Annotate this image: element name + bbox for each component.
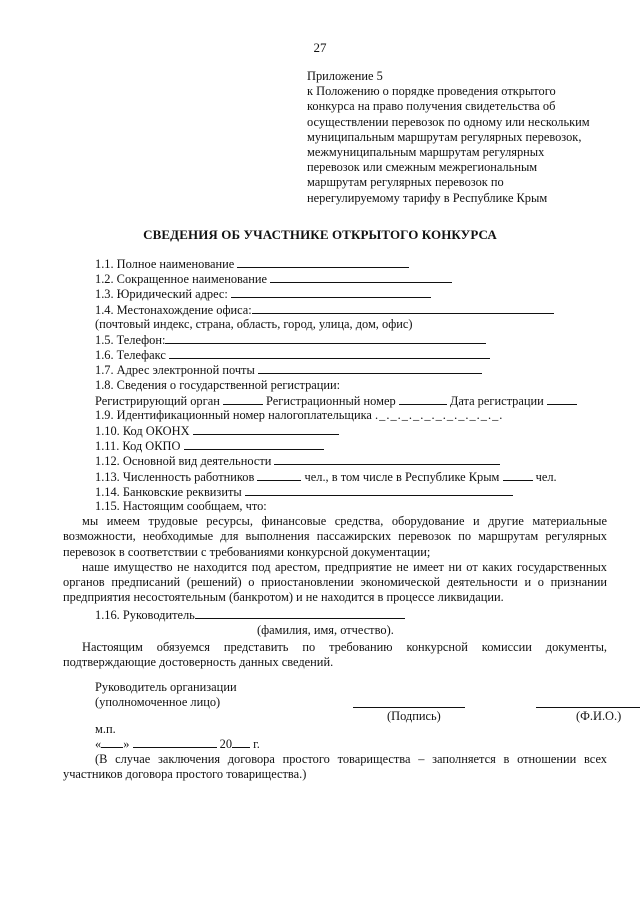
date-open-quote: «: [95, 737, 102, 751]
field-label-reg-number: Регистрационный номер: [266, 393, 396, 408]
phone-field[interactable]: [165, 332, 486, 344]
head-field-hint: (фамилия, имя, отчество).: [257, 622, 394, 637]
obligation-paragraph: Настоящим обязуемся представить по требованию конкурсной комиссии документы, подтверждающие достоверность данных сведений.: [63, 639, 607, 669]
appendix-line: осуществлении перевозок по одному или нескольким: [307, 114, 590, 129]
short-name-field[interactable]: [270, 271, 452, 283]
form-body: [63, 256, 607, 670]
reg-number-field[interactable]: [399, 393, 447, 405]
reg-date-field[interactable]: [547, 393, 577, 405]
appendix-line: перевозок или смежным межрегиональным: [307, 160, 538, 175]
okonh-field[interactable]: [193, 423, 339, 435]
fax-field[interactable]: [169, 347, 490, 359]
field-label-reg-date: Дата регистрации: [449, 393, 544, 408]
email-field[interactable]: [258, 362, 482, 374]
page-number: 27: [313, 40, 327, 55]
appendix-line: к Положению о порядке проведения открытого: [307, 84, 556, 99]
employees-field[interactable]: [257, 469, 301, 481]
signatory-subtitle: (уполномоченное лицо): [95, 695, 221, 710]
field-label-declaration: 1.15. Настоящим сообщаем, что:: [95, 499, 267, 513]
field-label-employees: 1.13. Численность работников: [95, 469, 255, 484]
employees-crimea-field[interactable]: [503, 469, 533, 481]
field-label-registration: 1.8. Сведения о государственной регистрации:: [95, 377, 341, 392]
field-label-main-activity: 1.12. Основной вид деятельности: [95, 454, 272, 469]
bank-details-field[interactable]: [245, 484, 513, 496]
head-field[interactable]: [195, 607, 405, 619]
field-label-okpo: 1.11. Код ОКПО: [95, 439, 181, 454]
field-label-email: 1.7. Адрес электронной почты: [95, 363, 255, 378]
stamp-place-label: м.п.: [95, 722, 116, 736]
date-year-prefix: 20: [219, 737, 233, 751]
okpo-field[interactable]: [184, 438, 324, 450]
field-label-short-name: 1.2. Сокращенное наименование: [95, 272, 267, 287]
field-label-okonh: 1.10. Код ОКОНХ: [95, 424, 190, 439]
field-label-fax: 1.6. Телефакс: [95, 348, 166, 363]
signature-caption: (Подпись): [387, 709, 441, 723]
appendix-line: межмуниципальным маршрутам регулярных: [307, 145, 545, 160]
field-label-office-location: 1.4. Местонахождение офиса:: [95, 302, 252, 317]
full-name-field[interactable]: [237, 256, 409, 268]
fio-caption: (Ф.И.О.): [576, 709, 622, 723]
legal-address-field[interactable]: [231, 286, 431, 298]
partnership-note: (В случае заключения договора простого товарищества – заполняется в отношении всех участников договора простого товарищества.): [63, 752, 607, 782]
signature-block: [95, 680, 622, 723]
declaration-paragraph-resources: мы имеем трудовые ресурсы, финансовые средства, оборудование и другие материальные возможности, необходимые для выполнения пассажирских перевозок по маршрутам регулярных перевозок в соответствии с требованиями конкурсной документации;: [63, 514, 607, 559]
date-year-field[interactable]: [232, 736, 250, 748]
field-label-inn: 1.9. Идентификационный номер налогоплательщика: [95, 407, 372, 422]
field-label-full-name: 1.1. Полное наименование: [95, 257, 235, 271]
reg-organ-field[interactable]: [223, 393, 263, 405]
date-close-quote: »: [123, 737, 130, 751]
employees-crimea-label: чел., в том числе в Республике Крым: [304, 469, 500, 484]
signature-field[interactable]: [353, 707, 465, 708]
inn-field[interactable]: ._._._._._._._._._._._.: [375, 407, 504, 422]
fio-field[interactable]: [536, 707, 640, 708]
date-day-field[interactable]: [101, 736, 123, 748]
field-label-phone: 1.5. Телефон:: [95, 332, 166, 347]
appendix-line: маршрутам регулярных перевозок по: [307, 175, 504, 190]
office-location-hint: (почтовый индекс, страна, область, город, улица, дом, офис): [95, 316, 413, 331]
office-location-field[interactable]: [252, 302, 554, 314]
declaration-paragraph-property: наше имущество не находится под арестом, предприятие не имеет ни от каких государственных органов предписаний (решений) о приостановлении экономической деятельности и о признании предприятия несостоятельным (банкротом) и не находится в процессе ликвидации.: [63, 559, 607, 605]
signatory-title: Руководитель организации: [95, 680, 237, 694]
appendix-header: [307, 69, 607, 206]
appendix-line: Приложение 5: [307, 69, 383, 83]
field-label-head: 1.16. Руководитель: [95, 608, 195, 623]
form-title: СВЕДЕНИЯ ОБ УЧАСТНИКЕ ОТКРЫТОГО КОНКУРСА: [143, 227, 497, 242]
appendix-line: нерегулируемому тарифу в Республике Крым: [307, 190, 548, 205]
employees-unit: чел.: [535, 469, 557, 484]
field-label-reg-organ: Регистрирующий орган: [95, 393, 220, 408]
date-month-field[interactable]: [133, 736, 217, 748]
appendix-line: конкурса на право получения свидетельства об: [307, 99, 556, 114]
field-label-bank-details: 1.14. Банковские реквизиты: [95, 484, 242, 499]
date-year-suffix: г.: [253, 737, 260, 751]
main-activity-field[interactable]: [274, 453, 500, 465]
field-label-legal-address: 1.3. Юридический адрес:: [95, 287, 228, 302]
date-line: [95, 736, 260, 752]
appendix-line: муниципальным маршрутам регулярных перевозок,: [307, 129, 582, 144]
